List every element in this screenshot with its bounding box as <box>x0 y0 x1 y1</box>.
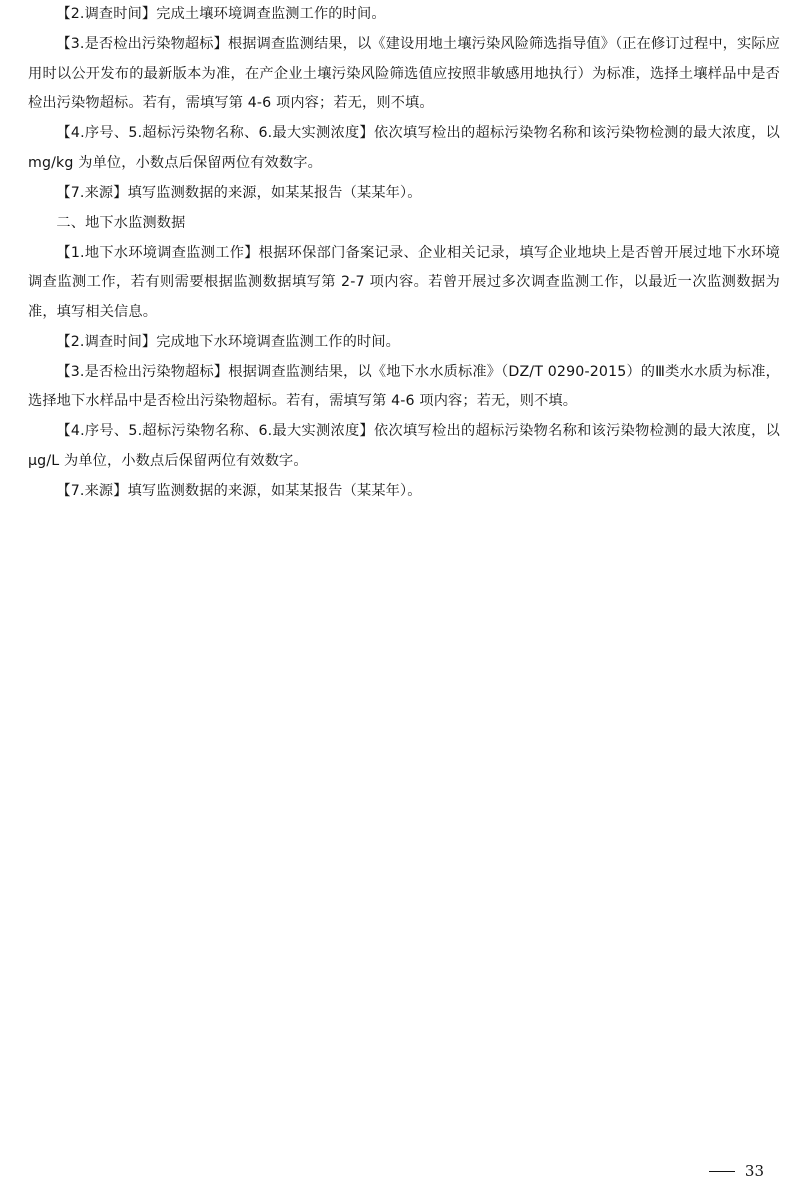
paragraph-soil-source: 【7.来源】填写监测数据的来源，如某某报告（某某年）。 <box>56 184 422 201</box>
paragraph-soil-exceedance-detection: 【3.是否检出污染物超标】根据调查监测结果，以《建设用地土壤污染风险筛选指导值》（正在修订过程中，实际应用时以公开发布的最新版本为准，在产企业土壤污染风险筛选值应按照非敏感用地执行）为标准，选择土壤样品中是否检出污染物超标。若有，需填写第 4-6 项内容；若无，则不填。 <box>28 36 781 111</box>
section-heading-groundwater: 二、地下水监测数据 <box>56 214 186 231</box>
paragraph-survey-time-soil: 【2.调查时间】完成土壤环境调查监测工作的时间。 <box>56 6 386 22</box>
paragraph-groundwater-survey-time: 【2.调查时间】完成地下水环境调查监测工作的时间。 <box>56 333 400 350</box>
paragraph-groundwater-exceedance-detection: 【3.是否检出污染物超标】根据调查监测结果，以《地下水水质标准》（DZ/T 0290-2015）的Ⅲ类水水质为标准，选择地下水样品中是否检出污染物超标。若有，需填写第 4-6 项内容；若无，则不填。 <box>28 363 780 409</box>
paragraph-groundwater-source: 【7.来源】填写监测数据的来源，如某某报告（某某年）。 <box>56 482 422 499</box>
footer-dash-icon <box>709 1171 735 1172</box>
page-footer <box>709 1162 764 1180</box>
paragraph-soil-pollutant-fields: 【4.序号、5.超标污染物名称、6.最大实测浓度】依次填写检出的超标污染物名称和该污染物检测的最大浓度，以 mg/kg 为单位，小数点后保留两位有效数字。 <box>28 125 780 171</box>
paragraph-groundwater-survey-work: 【1.地下水环境调查监测工作】根据环保部门备案记录、企业相关记录，填写企业地块上是否曾开展过地下水环境调查监测工作，若有则需要根据监测数据填写第 2-7 项内容。若曾开展过多次调查监测工作，以最近一次监测数据为准，填写相关信息。 <box>28 244 780 320</box>
document-body <box>28 0 780 507</box>
paragraph-groundwater-pollutant-fields: 【4.序号、5.超标污染物名称、6.最大实测浓度】依次填写检出的超标污染物名称和该污染物检测的最大浓度，以μg/L 为单位，小数点后保留两位有效数字。 <box>28 423 780 469</box>
page-number: 33 <box>744 1162 764 1180</box>
